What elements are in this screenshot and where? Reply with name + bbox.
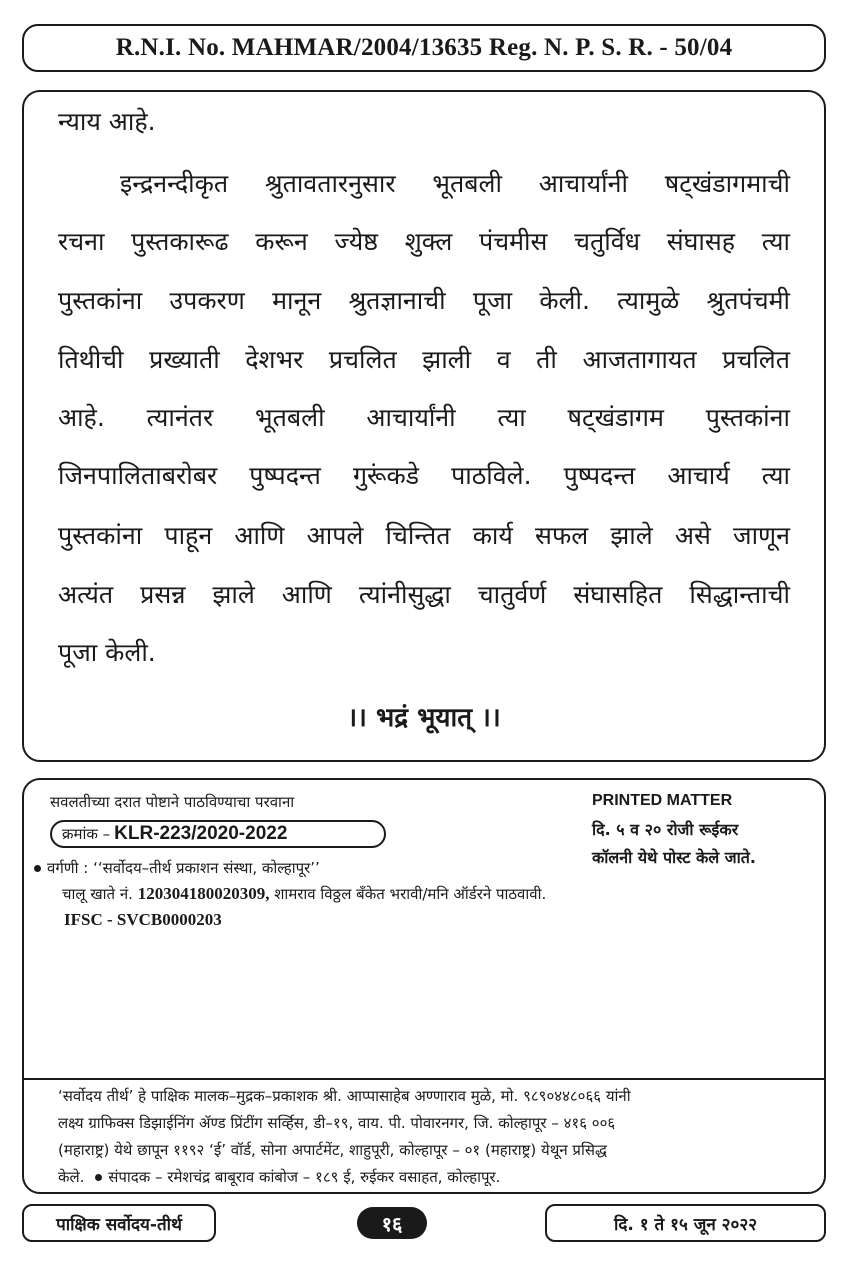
article-line: आहे. त्यानंतर भूतबली आचार्यांनी त्या षट्खंडागम पुस्तकांना	[58, 403, 790, 432]
account-prefix: चालू खाते नं.	[62, 885, 133, 903]
article-line: तिथीची प्रख्याती देशभर प्रचलित झाली व ती आजतागायत प्रचलित	[58, 345, 790, 374]
article-line: पूजा केली.	[58, 638, 156, 667]
article-line: अत्यंत प्रसन्न झाले आणि त्यांनीसुद्धा चातुर्वर्ण संघासहित सिद्धान्ताची	[58, 580, 790, 609]
closing-blessing: ।। भद्रं भूयात् ।।	[347, 703, 501, 733]
article-box	[22, 90, 826, 762]
subscription-text: वर्गणी : ‘‘सर्वोदय–तीर्थ प्रकाशन संस्था, कोल्हापूर’’	[47, 859, 320, 877]
article-line: पुस्तकांना पाहून आणि आपले चिन्तित कार्य सफल झाले असे जाणून	[58, 521, 790, 550]
page-number: १६	[381, 1211, 403, 1236]
article-line: पुस्तकांना उपकरण मानून श्रुतज्ञानाची पूजा केली. त्यामुळे श्रुतपंचमी	[58, 286, 790, 315]
account-suffix: शामराव विठ्ठल बँकेत भरावी/मनि ऑर्डरने पाठवावी.	[274, 885, 547, 903]
article-line: न्याय आहे.	[58, 107, 156, 136]
subscription-line	[34, 858, 320, 878]
bullet-icon	[34, 865, 41, 872]
printed-matter-label: PRINTED MATTER	[592, 792, 733, 809]
licence-label: क्रमांक –	[62, 825, 111, 843]
bullet-icon	[95, 1174, 102, 1181]
imprint-line-3: (महाराष्ट्र) येथे छापून ११९२ ‘ई’ वॉर्ड, सोना अपार्टमेंट, शाहुपूरी, कोल्हापूर – ०१ (महाराष्ट्र) येथून प्रसिद्ध	[58, 1141, 607, 1159]
posting-line-1: दि. ५ व २० रोजी रूईकर	[592, 820, 739, 839]
registration-header	[22, 24, 826, 72]
posting-line-2: कॉलनी येथे पोस्ट केले जाते.	[592, 848, 756, 867]
account-line	[62, 884, 546, 904]
editor-credit: संपादक – रमेशचंद्र बाबूराव कांबोज – १८९ ई, रुईकर वसाहत, कोल्हापूर.	[108, 1168, 501, 1186]
publication-name-badge	[22, 1204, 216, 1242]
licence-badge	[50, 820, 386, 848]
page-number-badge	[357, 1207, 427, 1239]
account-number: 120304180020309,	[137, 884, 270, 903]
imprint-line-4-start: केले.	[58, 1168, 85, 1186]
publication-name: पाक्षिक सर्वोदय-तीर्थ	[56, 1214, 182, 1235]
postal-info-box	[22, 778, 826, 1194]
issue-date-badge	[545, 1204, 826, 1242]
article-line: जिनपालिताबरोबर पुष्पदन्त गुरूंकडे पाठविले. पुष्पदन्त आचार्य त्या	[58, 461, 790, 490]
imprint-line-1: ‘सर्वोदय तीर्थ’ हे पाक्षिक मालक–मुद्रक–प्रकाशक श्री. आप्पासाहेब अण्णाराव मुळे, मो. ९८९०४४८०६६ यांनी	[58, 1087, 631, 1105]
registration-text: R.N.I. No. MAHMAR/2004/13635 Reg. N. P. S. R. - 50/04	[115, 34, 733, 61]
issue-date: दि. १ ते १५ जून २०२२	[613, 1214, 758, 1235]
concession-text: सवलतीच्या दरात पोष्टाने पाठविण्याचा परवाना	[50, 793, 295, 811]
imprint-divider	[24, 1078, 824, 1080]
imprint-line-2: लक्ष्य ग्राफिक्स डिझाईनिंग ॲण्ड प्रिंटींग सर्व्हिस, डी–१९, वाय. पी. पोवारनगर, जि. कोल्हापूर – ४१६ ००६	[58, 1114, 616, 1132]
article-line: इन्द्रनन्दीकृत श्रुतावतारनुसार भूतबली आचार्यांनी षट्खंडागमाची	[120, 169, 790, 198]
imprint-line-4	[58, 1167, 796, 1187]
ifsc-code: IFSC - SVCB0000203	[64, 910, 222, 929]
licence-number: KLR-223/2020-2022	[114, 823, 288, 844]
article-line: रचना पुस्तकारूढ करून ज्येष्ठ शुक्ल पंचमीस चतुर्विध संघासह त्या	[58, 227, 790, 256]
